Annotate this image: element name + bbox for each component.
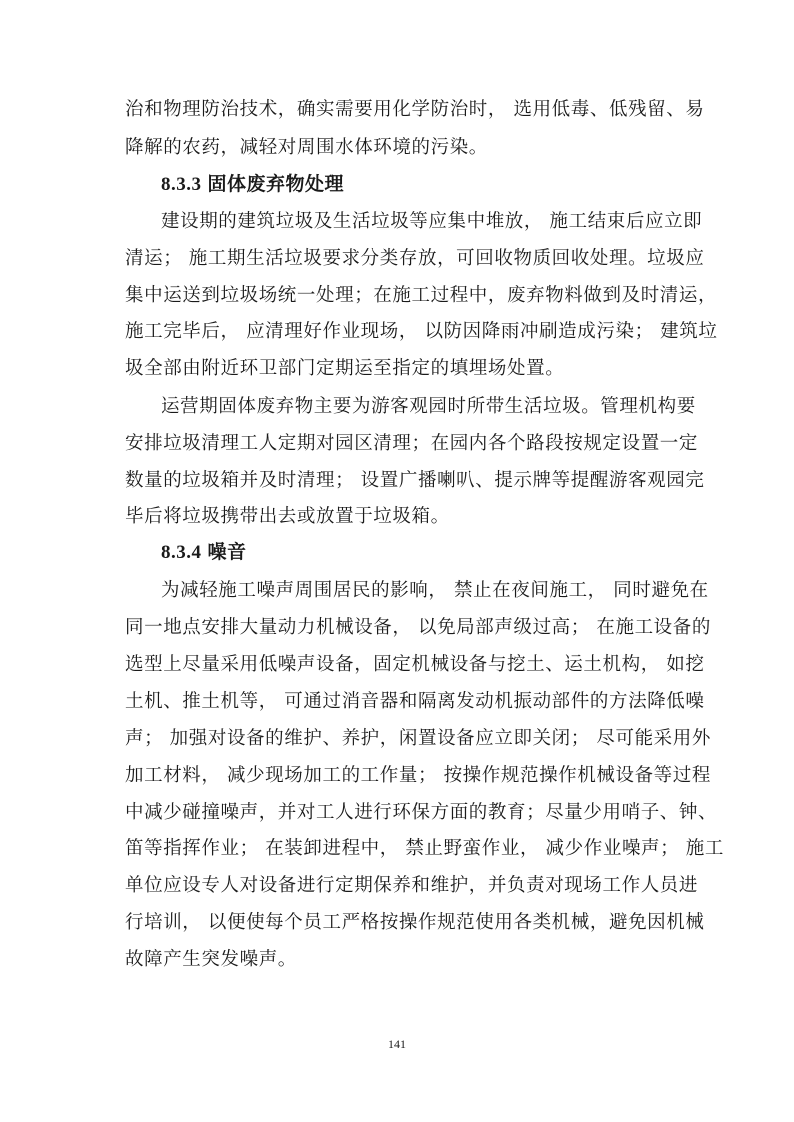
paragraph-line: 选型上尽量采用低噪声设备，固定机械设备与挖土、运土机构， 如挖 — [125, 654, 705, 675]
paragraph-line: 单位应设专人对设备进行定期保养和维护，并负责对现场工作人员进 — [125, 875, 699, 896]
paragraph-line: 集中运送到垃圾场统一处理；在施工过程中，废弃物料做到及时清运， — [125, 285, 718, 306]
section-title: 噪音 — [207, 541, 247, 563]
paragraph-line: 土机、推土机等， 可通过消音器和隔离发动机振动部件的方法降低噪 — [125, 691, 705, 712]
paragraph-line: 运营期固体废弃物主要为游客观园时所带生活垃圾。管理机构要 — [161, 396, 696, 417]
paragraph-line: 同一地点安排大量动力机械设备， 以免局部声级过高； 在施工设备的 — [125, 617, 711, 638]
paragraph-line: 故障产生突发噪声。 — [125, 949, 297, 970]
paragraph-line: 安排垃圾清理工人定期对园区清理；在园内各个路段按规定设置一定 — [125, 433, 699, 454]
section-number: 8.3.4 — [161, 542, 202, 563]
paragraph-line: 笛等指挥作业； 在装卸进程中， 禁止野蛮作业， 减少作业噪声； 施工 — [125, 838, 724, 859]
paragraph-line: 声； 加强对设备的维护、养护，闲置设备应立即关闭； 尽可能采用外 — [125, 728, 711, 749]
paragraph-line: 圾全部由附近环卫部门定期运至指定的填埋场处置。 — [125, 358, 565, 379]
paragraph-line: 建设期的建筑垃圾及生活垃圾等应集中堆放， 施工结束后应立即 — [161, 211, 703, 232]
paragraph-line: 毕后将垃圾携带出去或放置于垃圾箱。 — [125, 506, 450, 527]
page-number: 141 — [388, 1037, 406, 1051]
paragraph-line: 为减轻施工噪声周围居民的影响， 禁止在夜间施工， 同时避免在 — [161, 580, 709, 601]
section-heading-8-3-3 — [161, 172, 344, 197]
paragraph-line: 行培训， 以便使每个员工严格按操作规范使用各类机械，避免因机械 — [125, 912, 705, 933]
paragraph-line: 清运； 施工期生活垃圾要求分类存放，可回收物质回收处理。垃圾应 — [125, 248, 705, 269]
section-heading-8-3-4 — [161, 540, 247, 565]
paragraph-line: 施工完毕后， 应清理好作业现场， 以防因降雨冲刷造成污染； 建筑垃 — [125, 321, 718, 342]
section-number: 8.3.3 — [161, 174, 202, 195]
paragraph-line: 数量的垃圾箱并及时清理； 设置广播喇叭、提示牌等提醒游客观园完 — [125, 470, 705, 491]
paragraph-line: 加工材料， 减少现场加工的工作量； 按操作规范操作机械设备等过程 — [125, 765, 711, 786]
paragraph-line: 中减少碰撞噪声，并对工人进行环保方面的教育；尽量少用哨子、钟、 — [125, 802, 718, 823]
paragraph-line: 治和物理防治技术，确实需要用化学防治时， 选用低毒、低残留、易 — [125, 99, 705, 120]
section-title: 固体废弃物处理 — [207, 173, 345, 195]
paragraph-line: 降解的农药，减轻对周围水体环境的污染。 — [125, 137, 488, 158]
